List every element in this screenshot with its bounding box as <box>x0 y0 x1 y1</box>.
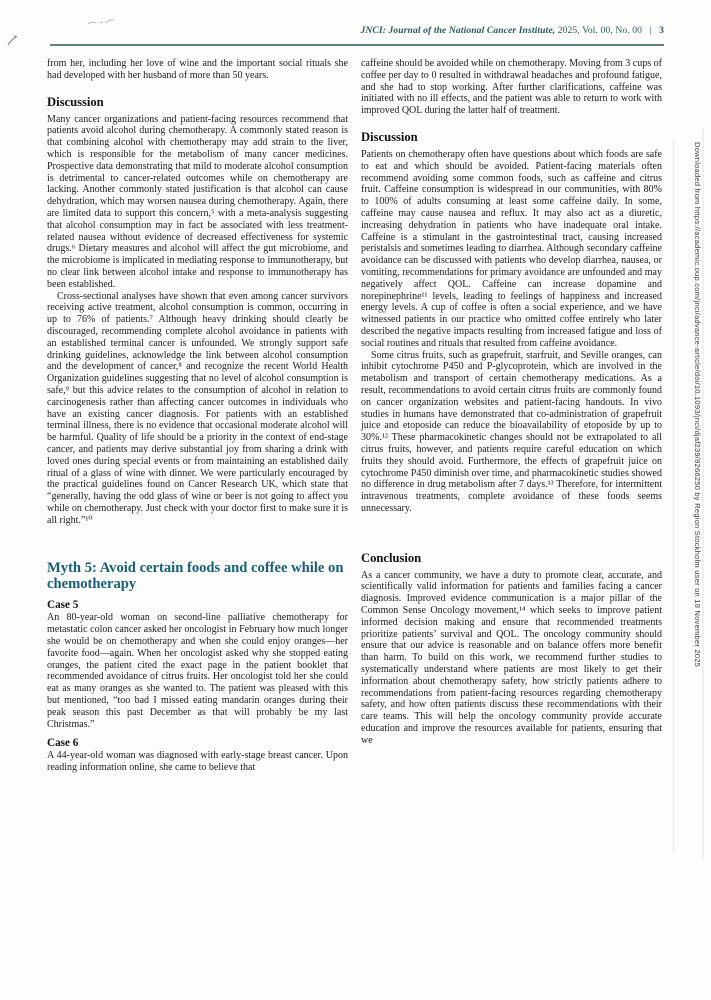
journal-title: JNCI: Journal of the National Cancer Institute, <box>360 25 556 36</box>
right-column <box>361 58 662 774</box>
pen-scratch-mark <box>5 33 19 49</box>
page-number: 3 <box>659 25 664 36</box>
paragraph-case6-continuation: caffeine should be avoided while on chemotherapy. Moving from 3 cups of coffee per day to 0 resulted in withdrawal headaches and profound fatigue, and she had to stop working. After further clarifications, caffeine was initiated with no ill effects, and the patient was able to return to work with improved QOL during the latter half of treatment. <box>361 58 662 117</box>
discussion-heading-myth4: Discussion <box>47 94 104 109</box>
left-column <box>47 58 348 774</box>
article-body <box>47 58 663 774</box>
paragraph-discussion-citrus: Some citrus fruits, such as grapefruit, starfruit, and Seville oranges, can inhibit cytochrome P450 and P-glycoprotein, which are involved in the metabolism and transport of certain chemotherapy medications. As a result, recommendations to avoid certain citrus fruits are commonly found on cancer organization websites and patient-facing handouts. In vivo studies in humans have demonstrated that co-administration of grapefruit juice and etoposide can reduce the bioavailability of etoposide by up to 30%.¹² These pharmacokinetic changes should not be extrapolated to all citrus fruits, however, and patients require careful education on which fruits they should avoid. Furthermore, the effects of grapefruit juice on cytochrome P450 diminish over time, and pharmacokinetic studies showed no difference in drug metabolism after 7 days.¹³ Therefore, for intermittent intravenous treatments, complete avoidance of these foods seems unnecessary. <box>361 349 662 514</box>
myth5-section-heading: Myth 5: Avoid certain foods and coffee while on chemotherapy <box>47 560 344 593</box>
paragraph-case6: A 44-year-old woman was diagnosed with early-stage breast cancer. Upon reading information online, she came to believe that <box>47 750 348 774</box>
header-rule <box>50 44 664 46</box>
header-separator: | <box>649 25 652 36</box>
paragraph-conclusion: As a cancer community, we have a duty to promote clear, accurate, and scientifically valid information for patients and families facing a cancer diagnosis. Improved evidence communication is a major pillar of the Common Sense Oncology movement,¹⁴ which seeks to improve patient informed decision making and ensure that recommended treatments prioritize patients’ survival and QOL. The oncology community should ensure that our advice is reasonable and on balance offers more benefit than harm. To build on this work, we recommend further studies to systematically understand where patients are most likely to get their information about chemotherapy safety, how strictly patients adhere to recommendations from patient-facing resources regarding chemotherapy safety, and how often patients discuss these recommendations with their care teams. This will help the oncology community provide accurate education and improve the resources available for patients, ensuring that we <box>361 569 662 746</box>
case5-heading: Case 5 <box>47 599 79 612</box>
scan-edge-line <box>673 140 674 852</box>
case6-heading: Case 6 <box>47 737 79 750</box>
paragraph-discussion-caffeine: Patients on chemotherapy often have questions about which foods are safe to eat and which should be avoided. Patient-facing materials often recommend avoiding some common foods, such as caffeine and citrus fruit. Caffeine consumption is widespread in our communities, with 80% to 100% of adults consuming at least some caffeine daily. In some, caffeine may cause nausea and reflux. It may also act as a diuretic, increasing dehydration in patients who have inadequate oral intake. Caffeine is a stimulant in the gastrointestinal tract, causing increased peristalsis and sometimes leading to diarrhea. Although secondary caffeine avoidance can be discussed with patients who develop diarrhea, nausea, or vomiting, recommendations for primary avoidance are unfounded and may negatively affect QOL. Caffeine can increase dopamine and norepinephrine¹¹ levels, leading to feelings of happiness and increased energy levels. A cup of coffee is often a social experience, and we have witnessed patients in our practice who omitted coffee entirely who later described the negative impacts resulting from increased fatigue and loss of social routines and rituals that resulted from caffeine avoidance. <box>361 148 662 349</box>
paragraph-intro-continuation: from her, including her love of wine and the important social rituals she had developed with her husband of more than 50 years. <box>47 58 348 81</box>
conclusion-heading: Conclusion <box>361 550 422 565</box>
discussion-heading-myth5: Discussion <box>361 129 418 144</box>
paragraph-discussion-alcohol-1: Many cancer organizations and patient-facing resources recommend that patients avoid alcohol during chemotherapy. A commonly stated reason is that combining alcohol with chemotherapy may add strain to the liver, which is responsible for the metabolism of many cancer medicines. Prospective data demonstrating that mild to moderate alcohol consumption is detrimental to cancer-related outcomes while on chemotherapy are lacking. Another commonly stated justification is that alcohol can cause dehydration, which may worsen nausea during chemotherapy. Again, there are limited data to support this concern,⁵ with a meta-analysis suggesting that alcohol consumption may in fact be associated with less treatment-related nausea without evidence of decreased effectiveness for systemic drugs.⁶ Dietary measures and alcohol will affect the gut microbiome, and the microbiome is implicated in mediating response to immunotherapy, but no clear link between alcohol intake and response to immunotherapy has been established. <box>47 113 348 290</box>
paragraph-discussion-alcohol-2: Cross-sectional analyses have shown that even among cancer survivors receiving active treatment, alcohol consumption is common, occurring in up to 76% of patients.⁷ Although heavy drinking should clearly be discouraged, recommending complete alcohol avoidance in patients with an established terminal cancer is unfounded. We strongly support safe drinking guidelines, acknowledge the link between alcohol consumption and the development of cancer,⁸ and recognize the recent World Health Organization guidelines suggesting that no level of alcohol consumption is safe,⁹ but this advice relates to the consumption of alcohol in relation to carcinogenesis rather than affecting cancer outcomes in individuals who have an existing cancer diagnosis. For patients with an established terminal illness, there is no evidence that occasional moderate alcohol will be harmful. Quality of life should be a priority in the context of end-stage cancer, and patients may derive substantial joy from sharing a drink with loved ones during special events or from maintaining an established daily ritual of a glass of wine with dinner. We were particularly encouraged by the practical guidelines found on Cancer Research UK, which state that “generally, having the odd glass of wine or beer is not going to affect you while on chemotherapy. Just check with your doctor first to make sure it is all right.”¹⁰ <box>47 290 348 526</box>
paragraph-case5: An 80-year-old woman on second-line palliative chemotherapy for metastatic colon cancer asked her oncologist in February how much longer she would be on chemotherapy and when she could enjoy oranges—her favorite food—again. When her oncologist asked why she stopped eating oranges, the patient cited the exact page in the patient booklet that recommended avoidance of citrus fruits. Her oncologist told her she could eat as many oranges as she wanted to. The patient was pleased with this but mentioned, “too bad I missed eating mandarin oranges during their peak season this past December as that will probably be my last Christmas.” <box>47 612 348 730</box>
issue-info: 2025, Vol. 00, No. 00 <box>557 25 643 36</box>
running-head <box>50 25 664 36</box>
scan-edge-line <box>702 128 704 858</box>
download-watermark: Downloaded from https://academic.oup.com/jnci/advance-article/doi/10.1093/jnci/djaf239/8266250 by Region Stockholm user on 18 November 2025 <box>693 142 702 668</box>
